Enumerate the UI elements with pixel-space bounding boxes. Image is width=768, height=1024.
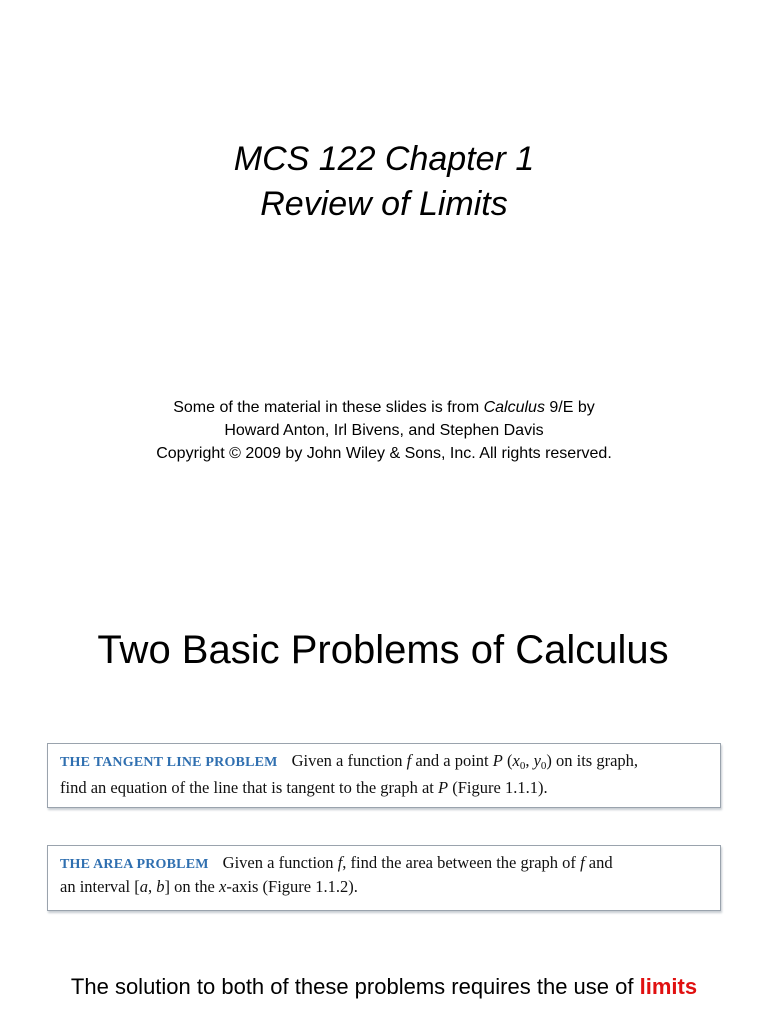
tangent-problem-text: Given a function f and a point P ($x_0$, $y_0$) on its graph, find an equation of the line that is tangent to the graph at P (Figure 1.1.1). [60, 751, 639, 797]
credit-prefix: Some of the material in these slides is from [173, 399, 484, 416]
area-problem-text: Given a function f, find the area between the graph of f and an interval [a, b] on the x-axis (Figure 1.1.2). [60, 853, 613, 896]
slide-title-line-2: Review of Limits [260, 185, 508, 223]
slide-title-line-1: MCS 122 Chapter 1 [233, 140, 535, 178]
tangent-line-problem-box [47, 743, 721, 808]
credit-line-2: Howard Anton, Irl Bivens, and Stephen Davis [224, 422, 544, 439]
section-heading: Two Basic Problems of Calculus [97, 628, 669, 672]
conclusion-prefix: The solution to both of these problems requires the use of [70, 974, 640, 999]
conclusion-keyword: limits [639, 974, 698, 999]
credit-book-title: Calculus [483, 399, 545, 416]
conclusion-text [0, 972, 768, 1002]
credit-line-3: Copyright © 2009 by John Wiley & Sons, Inc. All rights reserved. [156, 445, 612, 462]
credit-suffix: 9/E by [544, 399, 595, 416]
tangent-problem-label: THE TANGENT LINE PROBLEM [60, 755, 278, 770]
credit-line-1 [0, 396, 768, 419]
area-problem-label: THE AREA PROBLEM [60, 857, 209, 872]
area-problem-box [47, 845, 721, 911]
